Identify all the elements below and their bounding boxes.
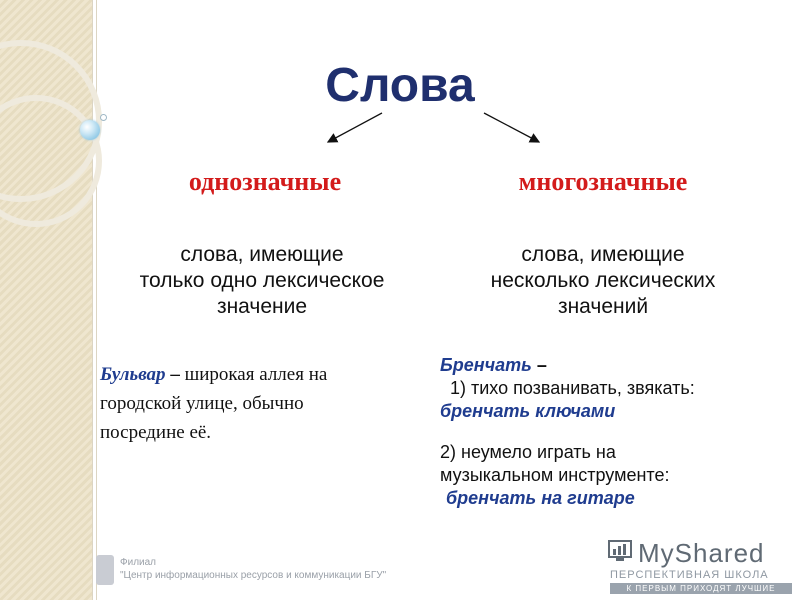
example-text: широкая аллея на (184, 364, 328, 385)
example-monosemous (100, 360, 390, 447)
example-usage-1: бренчать ключами (440, 401, 616, 421)
myshared-logo-icon (608, 540, 632, 562)
definition-monosemous (112, 242, 412, 320)
definition-line: значений (557, 295, 649, 318)
example-term: Бренчать (440, 355, 532, 375)
example-line: городской улице, обычно (100, 393, 304, 414)
example-dash: – (165, 364, 185, 385)
example-usage-2: бренчать на гитаре (446, 488, 635, 508)
example-dash: – (531, 355, 547, 375)
definition-line: значение (216, 295, 308, 318)
org-caption (120, 556, 386, 582)
org-line: Филиал (120, 557, 157, 568)
example-meaning-2: 2) неумело играть на (440, 442, 616, 462)
definition-line: слова, имеющие (521, 243, 685, 266)
definition-line: несколько лексических (490, 269, 716, 292)
myshared-brand[interactable]: MyShared (638, 538, 765, 568)
school-tagline: К ПЕРВЫМ ПРИХОДЯТ ЛУЧШИЕ (610, 583, 792, 594)
example-line: посредине её. (100, 422, 212, 443)
definition-line: только одно лексическое (139, 269, 385, 292)
definition-polysemous (450, 242, 756, 320)
school-caption: ПЕРСПЕКТИВНАЯ ШКОЛА (610, 569, 769, 581)
example-polysemous (440, 354, 770, 510)
example-line (440, 354, 770, 377)
org-line: "Центр информационных ресурсов и коммуникации БГУ" (120, 570, 387, 581)
heading-polysemous: многозначные (518, 167, 688, 196)
spacer (440, 423, 770, 441)
example-meaning-1: 1) тихо позванивать, звякать: (450, 378, 695, 398)
definition-line: слова, имеющие (180, 243, 344, 266)
example-line (100, 360, 390, 389)
heading-monosemous: однозначные (188, 167, 342, 196)
arrow-right-icon (484, 113, 539, 142)
branch-arrows (0, 0, 800, 160)
org-logo-icon (96, 555, 114, 585)
example-term: Бульвар (100, 364, 166, 385)
arrow-left-icon (328, 113, 382, 142)
slide-title: Слова (325, 59, 475, 112)
example-meaning-2: музыкальном инструменте: (440, 465, 670, 485)
